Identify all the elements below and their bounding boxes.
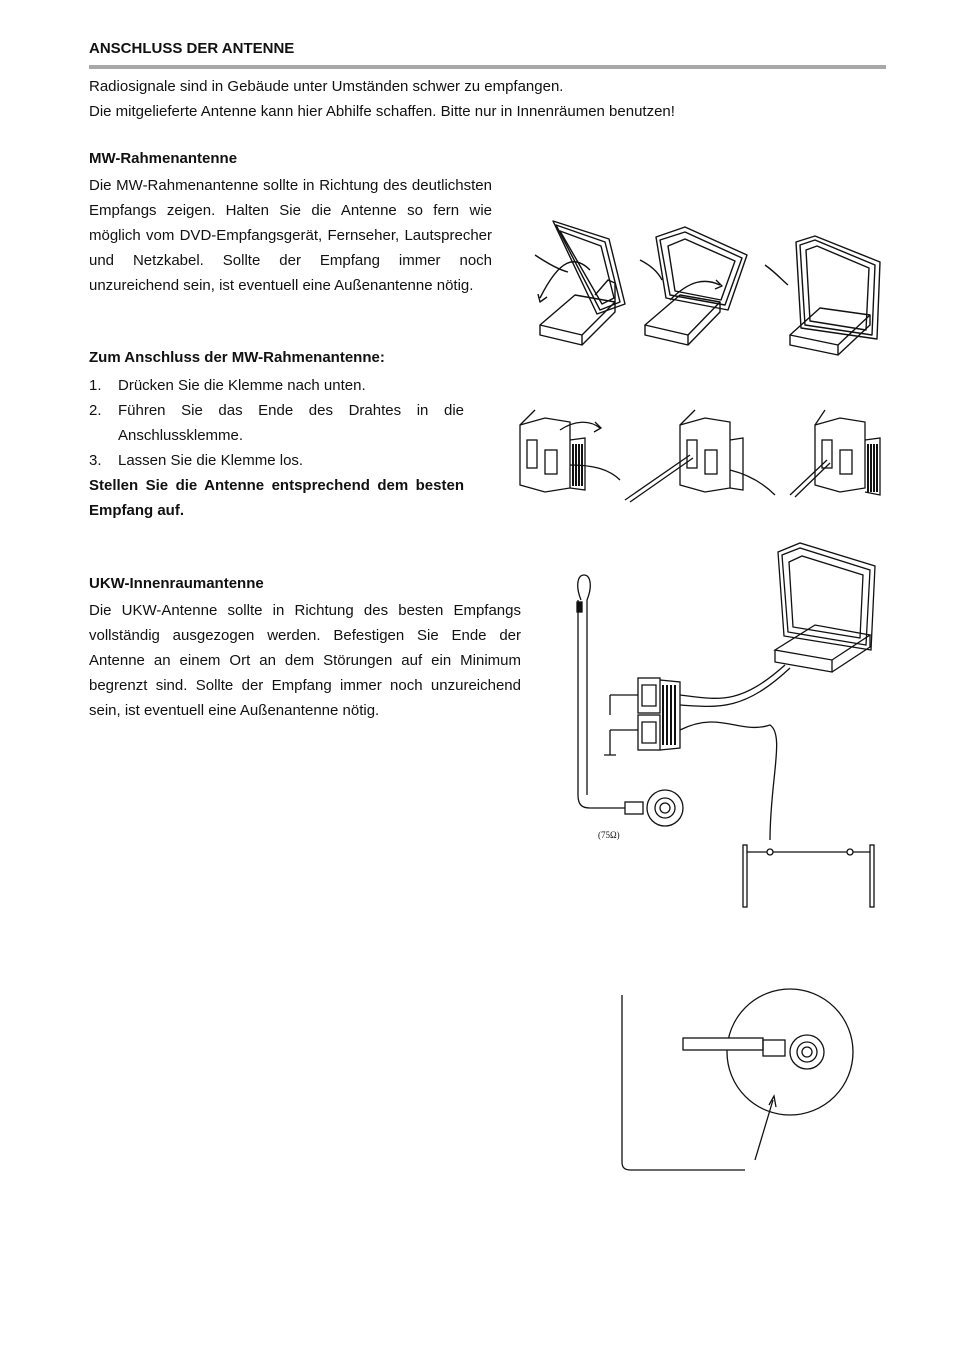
step-number: 3. bbox=[89, 452, 102, 469]
fm-heading: UKW-Innenraumantenne bbox=[89, 575, 264, 592]
mw-heading: MW-Rahmenantenne bbox=[89, 150, 238, 167]
loop-antenna-turning bbox=[640, 227, 747, 345]
step-text: Lassen Sie die Klemme los. bbox=[118, 452, 304, 469]
mw-paragraph: Die MW-Rahmenantenne sollte in Richtung des deutlichsten Empfangs zeigen. Halten Sie die Antenne so fern wie möglich vom DVD-Empfangsgerät, Fernseher, Lautsprecher und Netzkabel. Sollte der Empfang immer noch unzureichend sein, ist eventuell eine Außenantenne nötig. bbox=[89, 177, 492, 294]
terminal-block bbox=[604, 678, 680, 755]
terminal-clamp-illustrations bbox=[515, 400, 890, 510]
connect-steps bbox=[89, 373, 464, 473]
list-item bbox=[89, 398, 464, 448]
coaxial-connector-detail bbox=[615, 990, 865, 1180]
page-title: ANSCHLUSS DER ANTENNE bbox=[89, 40, 295, 57]
clamp-step-press bbox=[520, 410, 620, 492]
connect-heading: Zum Anschluss der MW-Rahmenantenne: bbox=[89, 349, 385, 366]
step-text: Führen Sie das Ende des Drahtes in die Anschlussklemme. bbox=[118, 402, 464, 444]
list-item bbox=[89, 448, 464, 473]
t-shaped-fm-dipole bbox=[743, 845, 874, 907]
list-item bbox=[89, 373, 464, 398]
connect-final-note: Stellen Sie die Antenne entsprechend dem besten Empfang auf. bbox=[89, 477, 464, 519]
step-number: 2. bbox=[89, 402, 102, 419]
mw-loop-antenna bbox=[775, 543, 875, 672]
step-text: Drücken Sie die Klemme nach unten. bbox=[118, 377, 366, 394]
step-number: 1. bbox=[89, 377, 102, 394]
mw-loop-antenna-illustrations bbox=[520, 210, 890, 360]
intro-text bbox=[89, 74, 675, 124]
loop-antenna-rotating bbox=[535, 221, 625, 345]
clamp-step-release bbox=[790, 410, 880, 497]
title-rule bbox=[89, 65, 886, 69]
antenna-connection-diagram bbox=[570, 540, 890, 920]
intro-line-2: Die mitgelieferte Antenne kann hier Abhilfe schaffen. Bitte nur in Innenräumen benutzen! bbox=[89, 103, 675, 120]
intro-line-1: Radiosignale sind in Gebäude unter Umständen schwer zu empfangen. bbox=[89, 78, 564, 95]
clamp-step-insert-wire bbox=[625, 410, 775, 502]
loop-antenna-upright bbox=[765, 236, 880, 355]
impedance-label: (75Ω) bbox=[598, 830, 620, 840]
fm-paragraph: Die UKW-Antenne sollte in Richtung des besten Empfangs vollständig ausgezogen werden. Befestigen Sie Ende der Antenne an einem Ort an dem Störungen auf ein Minimum begrenzt sind. Sollte der Empfang immer noch unzureichend sein, ist eventuell eine Außenantenne nötig. bbox=[89, 602, 521, 719]
